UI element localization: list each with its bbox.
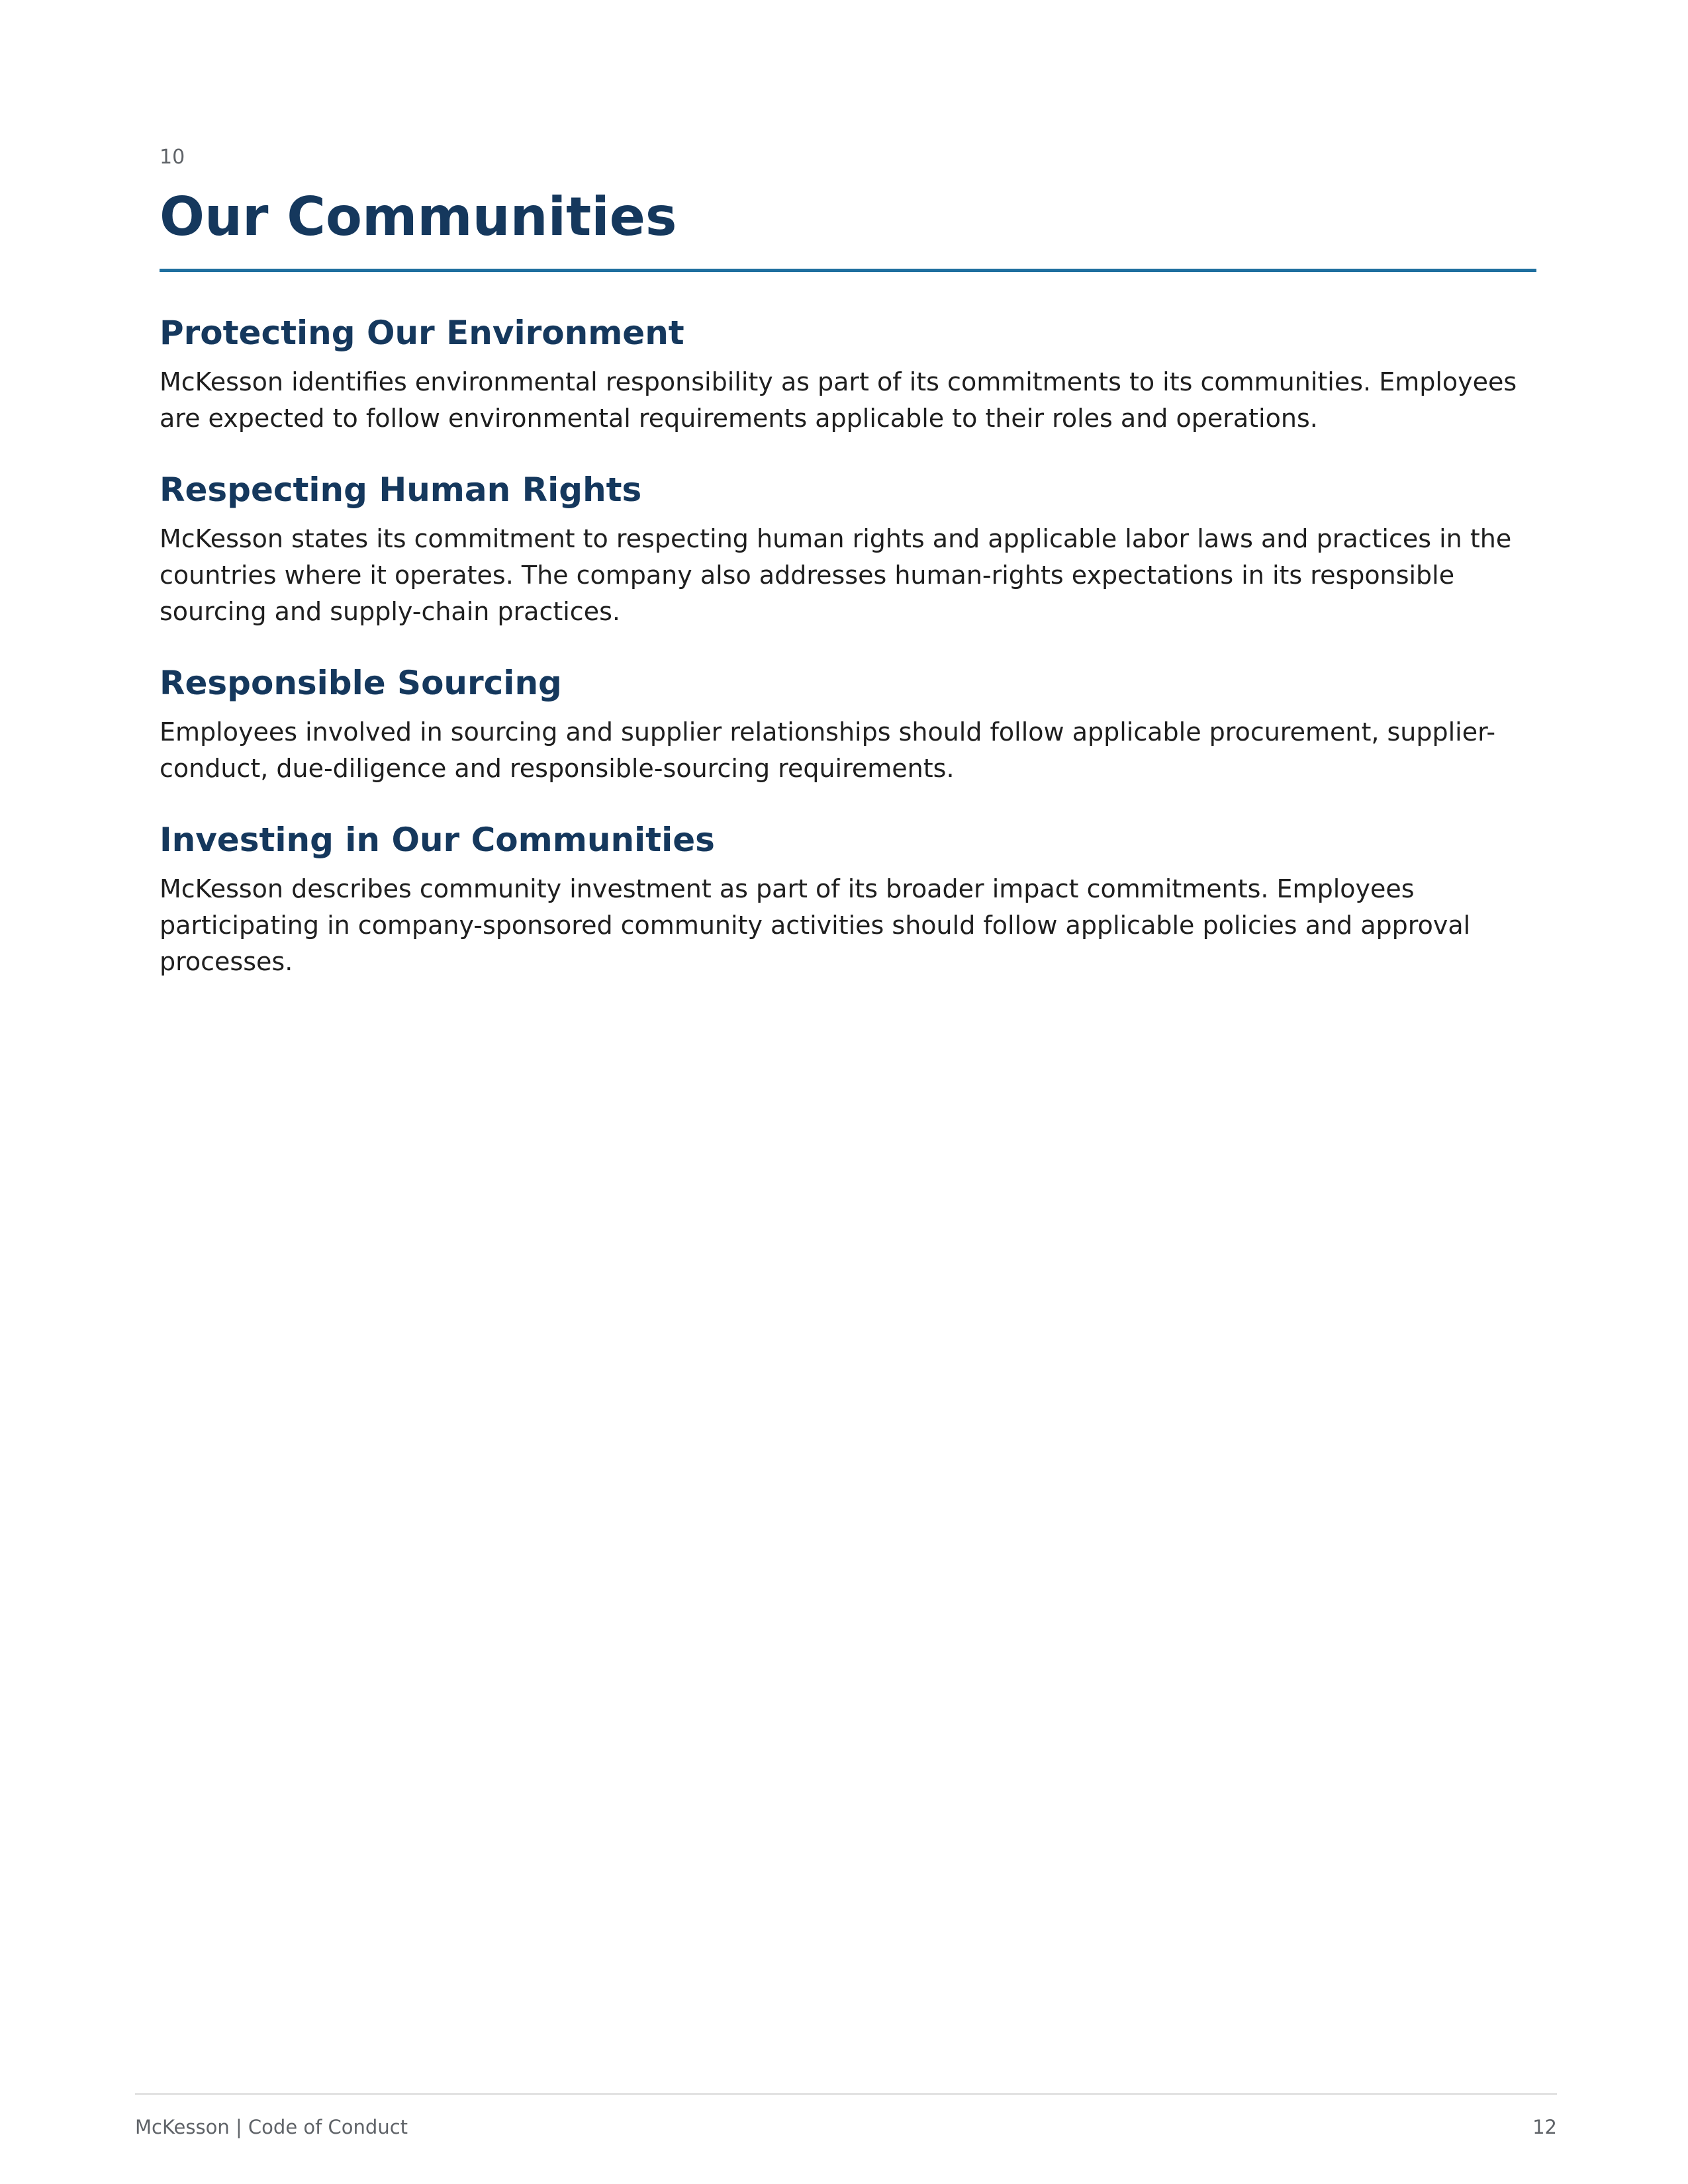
section-body: McKesson describes community investment as part of its broader impact commitments. Employees participating in company-sponsored community activities should follow applicable policies and approval processes. xyxy=(160,874,1471,976)
section-human-rights xyxy=(160,467,1536,630)
title-divider xyxy=(160,269,1536,272)
section-investing-communities xyxy=(160,817,1536,980)
section-heading: Investing in Our Communities xyxy=(160,821,715,859)
footer-page-number: 12 xyxy=(1532,2116,1557,2138)
section-body: Employees involved in sourcing and supplier relationships should follow applicable procurement, supplier-conduct, due-diligence and responsible-sourcing requirements. xyxy=(160,717,1496,783)
section-heading: Responsible Sourcing xyxy=(160,664,562,702)
page-footer xyxy=(135,2093,1557,2148)
section-responsible-sourcing xyxy=(160,660,1536,787)
page-title: Our Communities xyxy=(160,186,677,248)
section-heading: Protecting Our Environment xyxy=(160,314,684,352)
footer-document-label: McKesson | Code of Conduct xyxy=(135,2116,408,2138)
section-number: 10 xyxy=(160,146,185,169)
sections-container xyxy=(160,310,1536,1010)
section-protecting-environment xyxy=(160,310,1536,437)
section-body: McKesson identifies environmental responsibility as part of its commitments to its communities. Employees are expected to follow environmental requirements applicable to their roles and operations. xyxy=(160,367,1517,433)
section-body: McKesson states its commitment to respecting human rights and applicable labor laws and practices in the countries where it operates. The company also addresses human-rights expectations in its responsible sourcing and supply-chain practices. xyxy=(160,524,1512,626)
section-heading: Respecting Human Rights xyxy=(160,471,642,509)
